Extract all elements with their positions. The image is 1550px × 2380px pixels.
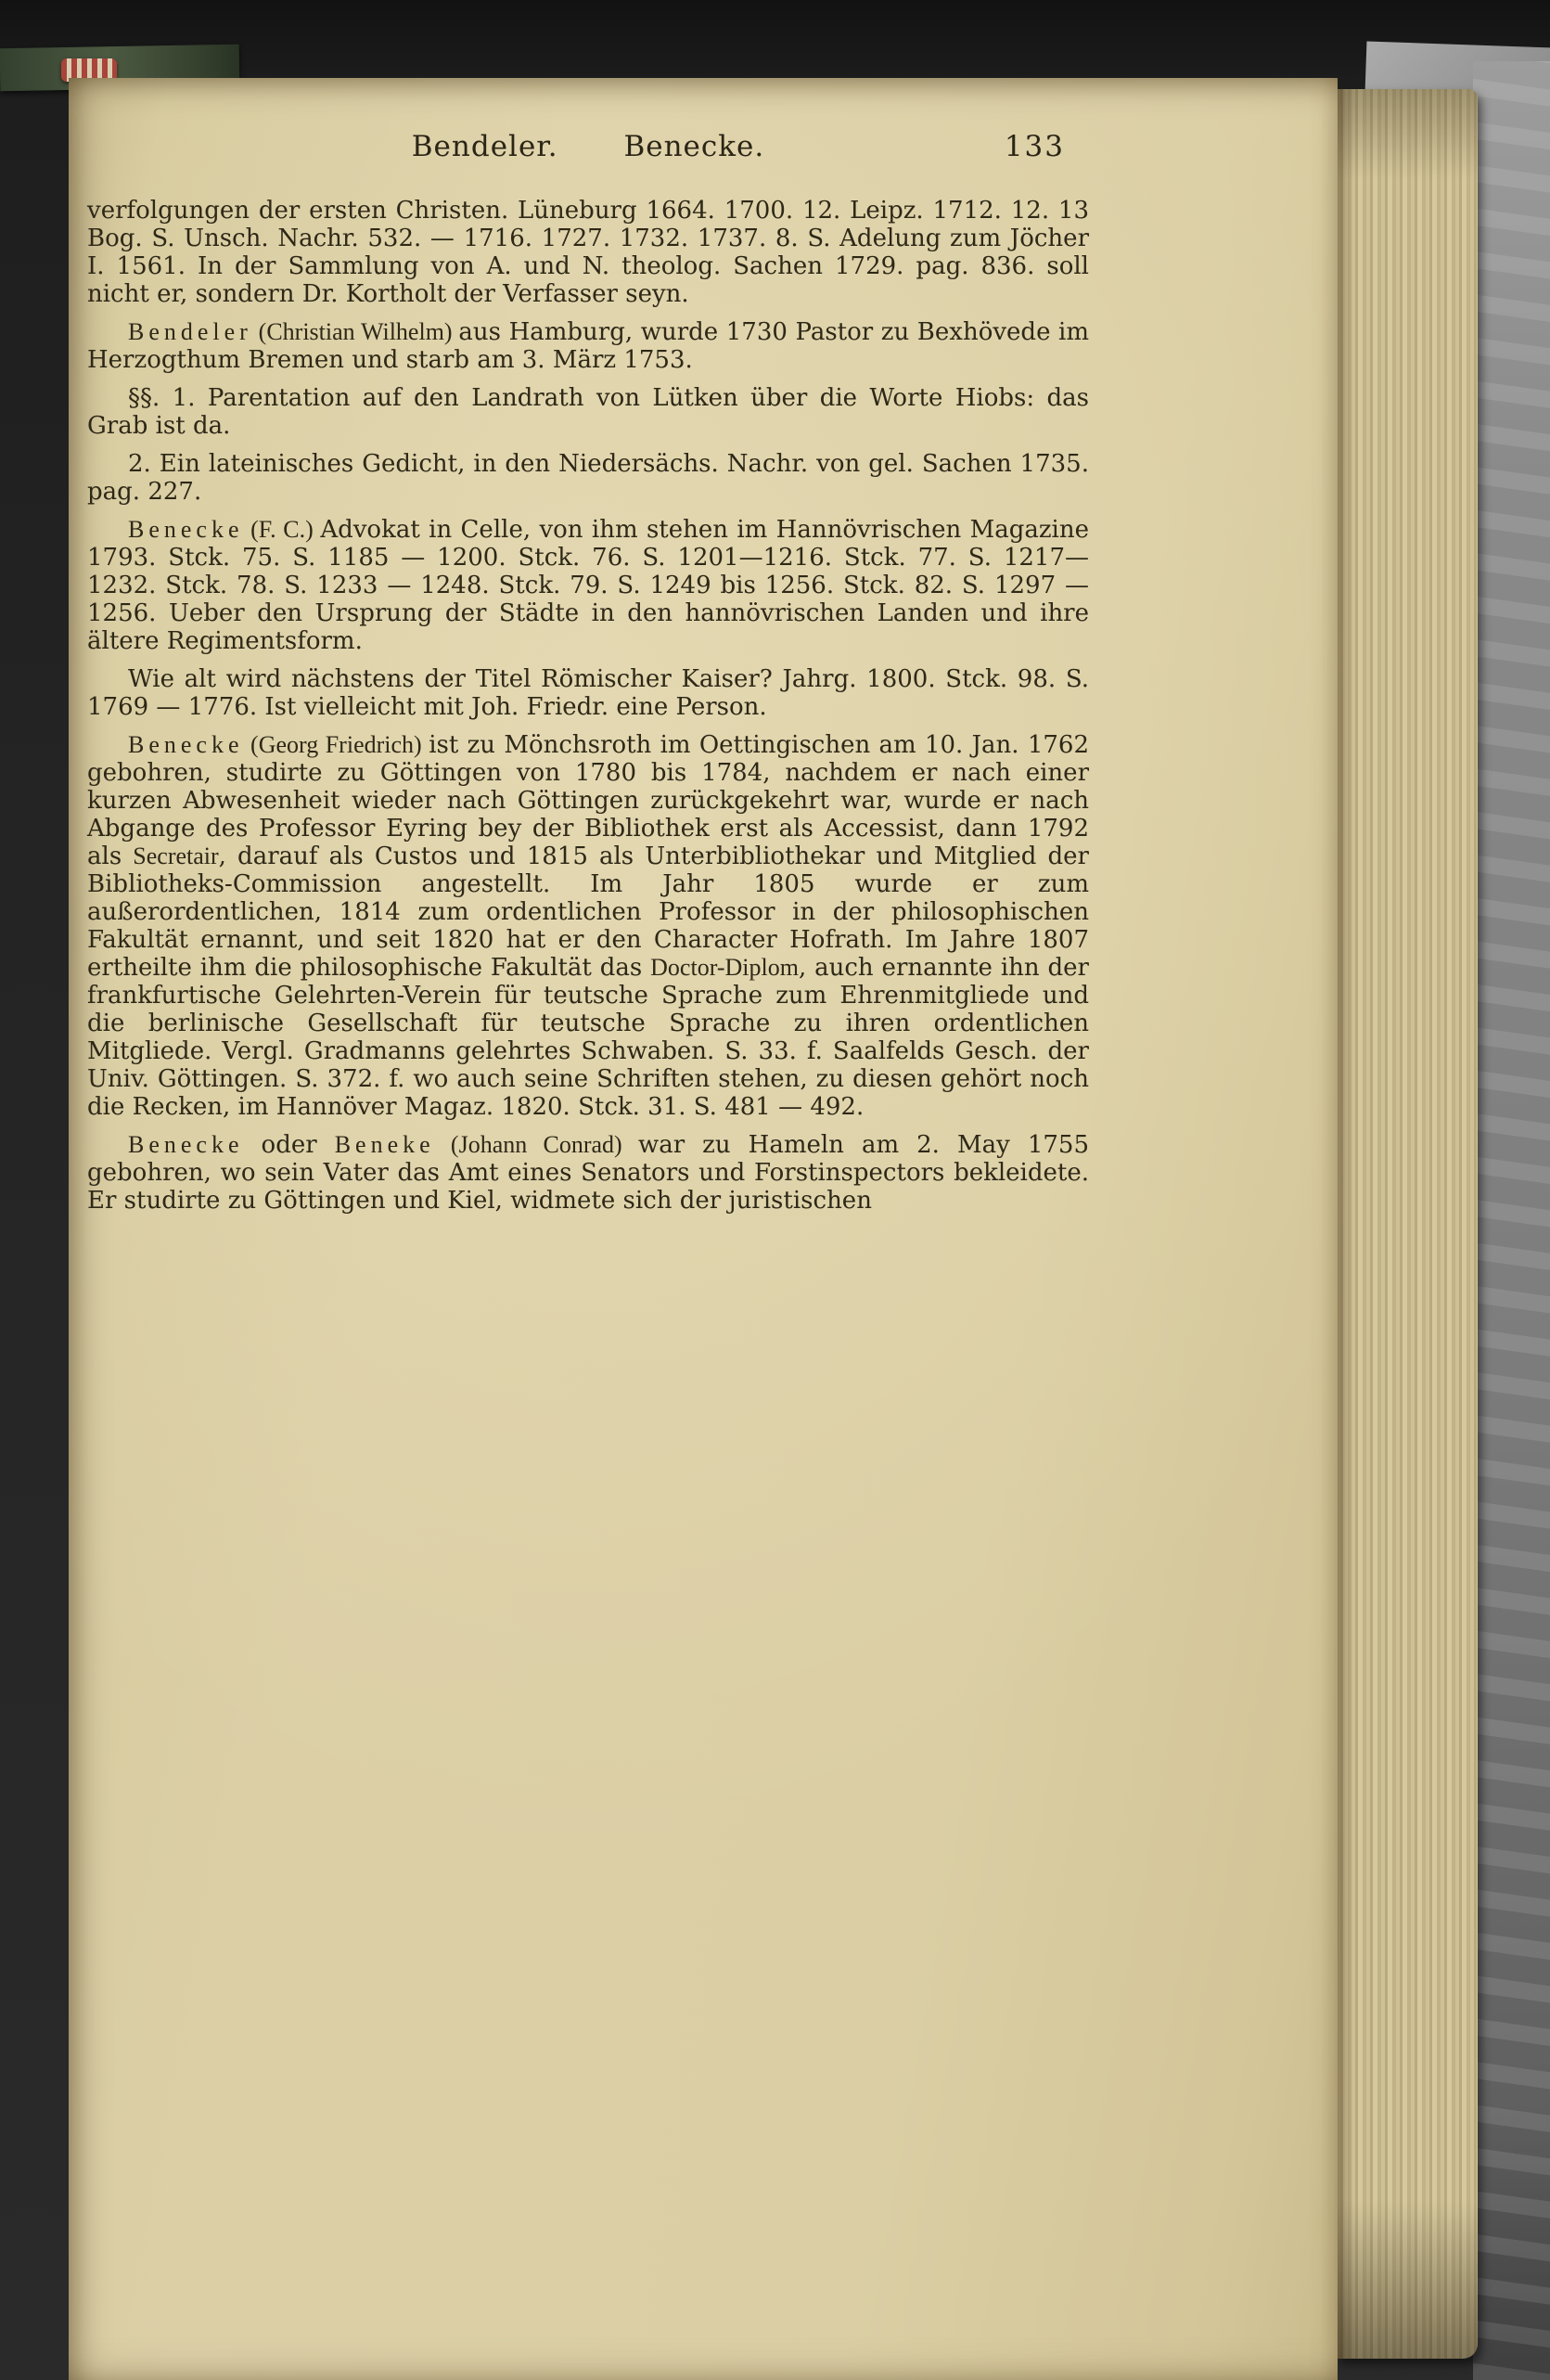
body-text: (Johann Conrad) <box>434 1131 638 1158</box>
paragraph <box>87 665 1089 721</box>
entry-name: Benecke <box>128 516 244 543</box>
page-number: 133 <box>1004 130 1065 163</box>
body-text: ist zu Mönchsroth im Oettingischen am 10. Jan. 1762 gebohren, studirte zu Göttingen von 1780 bis 1784, nachdem er nach einer kurzen Abwesenheit wieder nach Göttingen zurückgekehrt war, wurde er nach Abgange des Professor Eyring bey der Bibliothek erst als Accessist, dann 1792 als <box>87 731 1089 870</box>
page-content <box>87 130 1089 1225</box>
paragraph <box>87 384 1089 440</box>
back-cover-edge <box>1473 61 1550 2380</box>
body-text: (F. C.) <box>243 516 321 543</box>
body-text: (Georg Friedrich) <box>243 731 429 758</box>
body-text: Wie alt wird nächstens der Titel Römischer Kaiser? Jahrg. 1800. Stck. 98. S. 1769 — 1776. Ist vielleicht mit Joh. Friedr. eine Person. <box>87 665 1089 721</box>
body-text: (Christian Wilhelm) <box>251 318 459 345</box>
paragraph <box>87 516 1089 655</box>
body-text: Advokat in Celle, von ihm stehen im Hannövrischen Magazine 1793. Stck. 75. S. 1185 — 1200. Stck. 76. S. 1201—1216. Stck. 77. S. 1217—1232. Stck. 78. S. 1233 — 1248. Stck. 79. S. 1249 bis 1256. Stck. 82. S. 1297 — 1256. Ueber den Ursprung der Städte in den hannövrischen Landen und ihre ältere Regimentsform. <box>87 516 1089 655</box>
body-text: Secretair <box>133 843 219 869</box>
paragraph <box>87 450 1089 506</box>
headword-right: Benecke. <box>623 130 765 163</box>
body-text: §§. 1. Parentation auf den Landrath von Lütken über die Worte Hiobs: das Grab ist da. <box>87 384 1089 440</box>
paragraph <box>87 318 1089 374</box>
body-text: war zu Hameln am 2. May 1755 gebohren, wo sein Vater das Amt eines Senators und Forstinspectors bekleidete. Er studirte zu Göttingen und Kiel, widmete sich der juristischen <box>87 1131 1089 1215</box>
paragraph <box>87 197 1089 308</box>
paragraph <box>87 731 1089 1121</box>
body-text: , auch ernannte ihn der frankfurtische Gelehrten-Verein für teutsche Sprache zum Ehrenmitgliede und die berlinische Gesellschaft für teutsche Sprache zu ihren ordentlichen Mitgliede. Vergl. Gradmanns gelehrtes Schwaben. S. 33. f. Saalfelds Gesch. der Univ. Göttingen. S. 372. f. wo auch seine Schriften stehen, zu diesen gehört noch die Recken, im Hannöver Magaz. 1820. Stck. 31. S. 481 — 492. <box>87 954 1089 1121</box>
body-text: 2. Ein lateinisches Gedicht, in den Niedersächs. Nachr. von gel. Sachen 1735. pag. 227. <box>87 450 1089 506</box>
book-page <box>69 78 1338 2380</box>
page-fore-edge-stack <box>1337 89 1478 2359</box>
running-header <box>87 130 1089 163</box>
paragraph <box>87 1131 1089 1215</box>
body-text: , darauf als Custos und 1815 als Unterbibliothekar und Mitglied der Bibliotheks-Commission angestellt. Im Jahr 1805 wurde er zum außerordentlichen, 1814 zum ordentlichen Professor in der philosophischen Fakultät ernannt, und seit 1820 hat er den Character Hofrath. Im Jahre 1807 ertheilte ihm die philosophische Fakultät das <box>87 843 1089 982</box>
body-text: verfolgungen der ersten Christen. Lüneburg 1664. 1700. 12. Leipz. 1712. 12. 13 Bog. S. Unsch. Nachr. 532. — 1716. 1727. 1732. 1737. 8. S. Adelung zum Jöcher I. 1561. In der Sammlung von A. und N. theolog. Sachen 1729. pag. 836. soll nicht er, sondern Dr. Kortholt der Verfasser seyn. <box>87 197 1089 308</box>
entry-name: Benecke <box>128 731 244 758</box>
entry-name: Bendeler <box>128 318 252 345</box>
entry-name: Benecke <box>128 1131 244 1158</box>
entry-name: Beneke <box>334 1131 435 1158</box>
body-text: oder <box>243 1131 335 1159</box>
text-block <box>87 197 1089 1215</box>
headword-left: Bendeler. <box>411 130 558 163</box>
body-text: Doctor-Diplom <box>650 954 799 981</box>
body-text: aus Hamburg, wurde 1730 Pastor zu Bexhövede im Herzogthum Bremen und starb am 3. März 1753. <box>87 318 1090 374</box>
